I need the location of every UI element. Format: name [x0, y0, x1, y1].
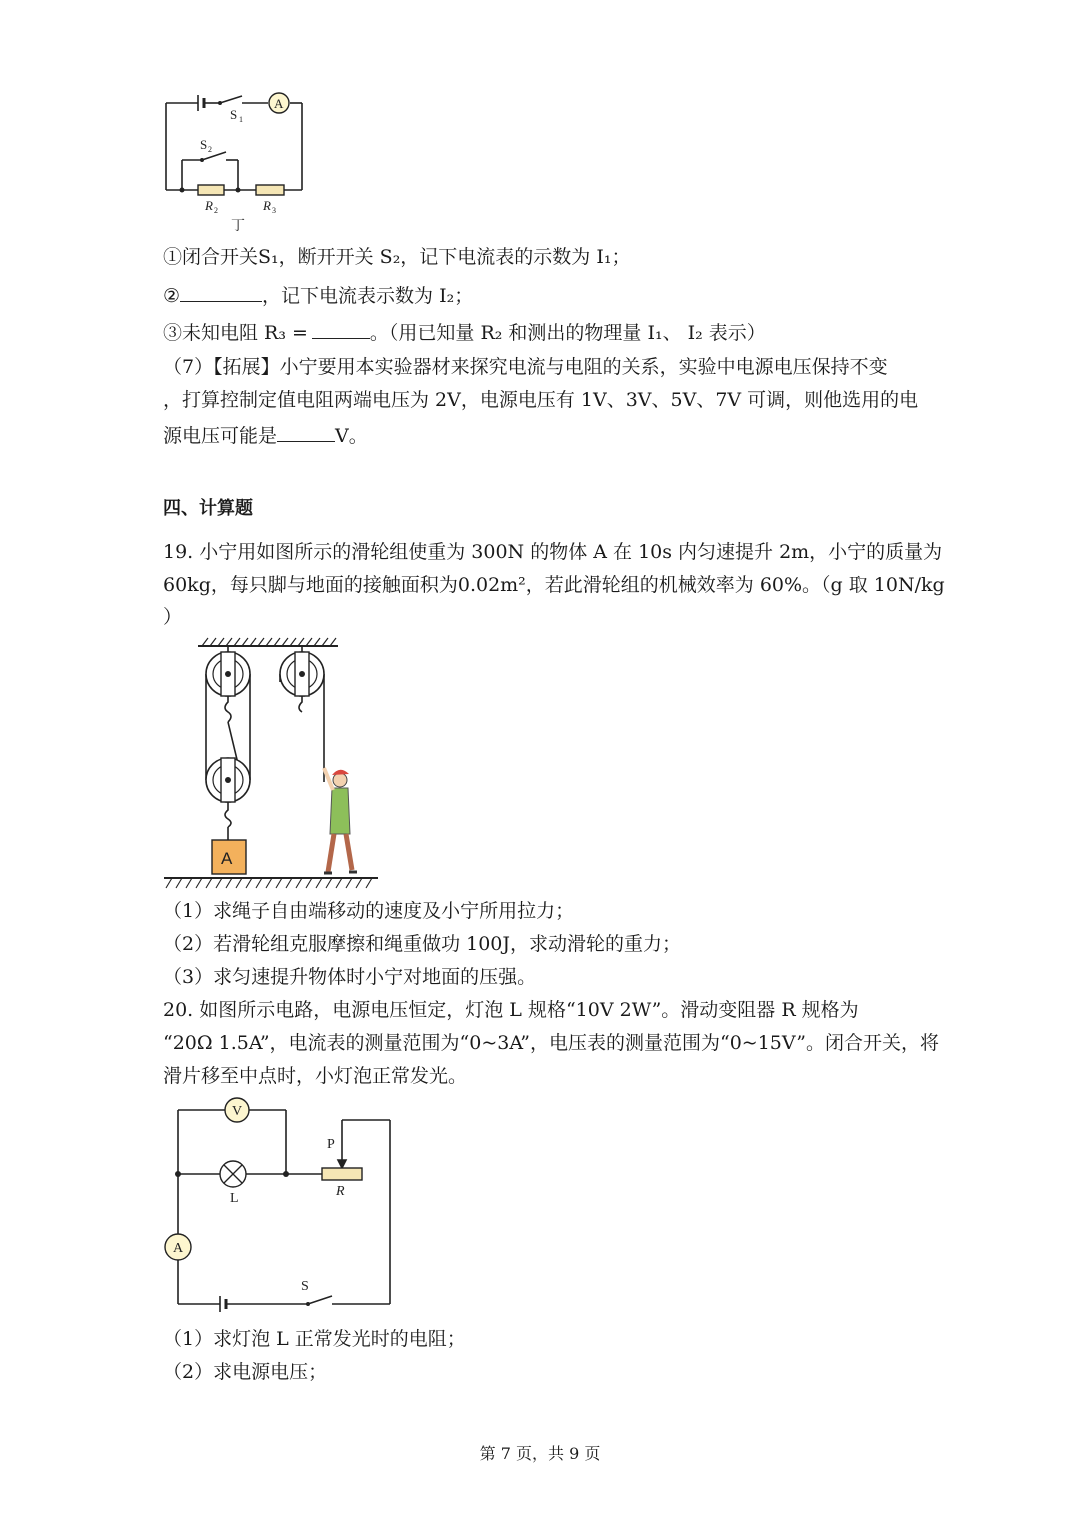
page-footer: 第 7 页，共 9 页 [479, 1444, 601, 1463]
answer-blank[interactable] [312, 318, 370, 339]
rheostat-icon [322, 1168, 362, 1180]
resistor-r3-icon [256, 185, 284, 195]
q20-line1: 20. 如图所示电路，电源电压恒定，灯泡 L 规格“10V 2W”。滑动变阻器 R 规格为 [163, 999, 859, 1021]
q19-line2: 60kg，每只脚与地面的接触面积为0.02m²，若此滑轮组的机械效率为 60%。（g 取 10N/kg [163, 574, 945, 596]
q20-line2: “20Ω 1.5A”，电流表的测量范围为“0~3A”，电压表的测量范围为“0~15V”。闭合开关，将 [163, 1032, 940, 1054]
pulley-figure [160, 632, 390, 892]
person-pulling-icon [324, 768, 357, 873]
q18-extension-line2: ，打算控制定值电阻两端电压为 2V，电源电压有 1V、3V、5V、7V 可调，则他选用的电 [163, 389, 919, 411]
svg-text:R: R [336, 1184, 345, 1199]
movable-pulley-icon [206, 758, 250, 802]
svg-text:S: S [200, 137, 208, 152]
lamp-icon [220, 1161, 246, 1187]
section-title: 四、计算题 [163, 498, 253, 519]
svg-text:3: 3 [272, 206, 276, 215]
svg-text:A: A [274, 96, 284, 111]
q19-sub2: （2）若滑轮组克服摩擦和绳重做功 100J，求动滑轮的重力； [163, 933, 682, 955]
svg-text:丁: 丁 [231, 219, 245, 234]
svg-text:R: R [205, 198, 213, 213]
svg-text:V: V [232, 1104, 243, 1119]
q20-sub2: （2）求电源电压； [163, 1361, 328, 1383]
resistor-r2-icon [198, 185, 224, 195]
svg-text:A: A [173, 1241, 184, 1256]
svg-text:L: L [230, 1191, 239, 1206]
fixed-pulley-right-icon [280, 652, 324, 696]
svg-text:2: 2 [208, 145, 212, 154]
answer-blank[interactable] [277, 421, 335, 442]
q19-line1: 19. 小宁用如图所示的滑轮组使重为 300N 的物体 A 在 10s 内匀速提升 2m，小宁的质量为 [163, 541, 943, 563]
q18-step1: ①闭合开关S₁，断开开关 S₂，记下电流表的示数为 I₁； [163, 246, 631, 268]
q18-step3: ③未知电阻 R₃ = 。（用已知量 R₂ 和测出的物理量 I₁、 I₂ 表示） [163, 318, 766, 346]
q18-extension-line3: 源电压可能是 V。 [163, 421, 368, 449]
circuit-figure-ding [160, 88, 310, 238]
q19-sub3: （3）求匀速提升物体时小宁对地面的压强。 [163, 966, 537, 988]
q19-sub1: （1）求绳子自由端移动的速度及小宁所用拉力； [163, 900, 575, 922]
answer-blank[interactable] [180, 281, 262, 302]
svg-text:P: P [327, 1137, 335, 1152]
q19-line3: ） [163, 606, 183, 628]
svg-text:A: A [221, 849, 233, 868]
q20-line3: 滑片移至中点时，小灯泡正常发光。 [163, 1065, 468, 1087]
svg-text:S: S [301, 1279, 309, 1294]
q18-step2: ② ，记下电流表示数为 I₂； [163, 281, 473, 309]
svg-text:S: S [230, 107, 238, 122]
svg-text:2: 2 [214, 206, 218, 215]
svg-text:R: R [263, 198, 271, 213]
q18-extension-line1: （7）【拓展】小宁要用本实验器材来探究电流与电阻的关系，实验中电源电压保持不变 [163, 356, 888, 378]
svg-text:1: 1 [239, 115, 243, 124]
q20-sub1: （1）求灯泡 L 正常发光时的电阻； [163, 1328, 466, 1350]
circuit-figure-q20 [160, 1094, 400, 1320]
fixed-pulley-left-icon [206, 652, 250, 696]
